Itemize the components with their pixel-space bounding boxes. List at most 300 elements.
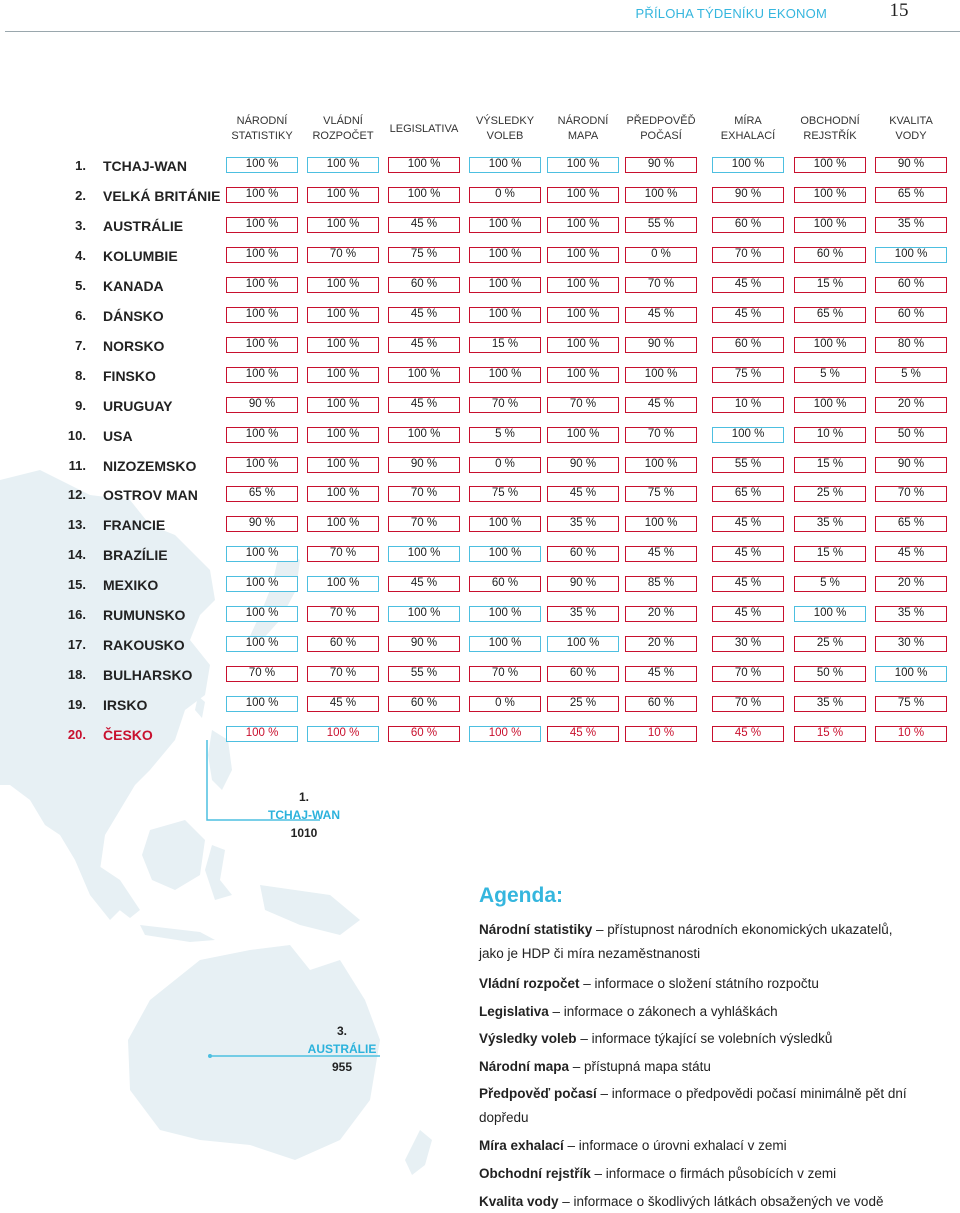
score-cell: 10 % bbox=[712, 397, 784, 413]
score-cell: 45 % bbox=[712, 576, 784, 592]
row-rank: 3. bbox=[75, 218, 86, 233]
map-sulawesi bbox=[205, 845, 232, 900]
score-cell: 70 % bbox=[307, 606, 379, 622]
score-cell: 60 % bbox=[388, 696, 460, 712]
score-cell: 45 % bbox=[712, 307, 784, 323]
score-cell: 15 % bbox=[794, 546, 866, 562]
score-cell: 100 % bbox=[226, 247, 298, 263]
column-header-line: NÁRODNÍ bbox=[557, 115, 609, 127]
score-cell: 100 % bbox=[712, 157, 784, 173]
score-cell: 45 % bbox=[712, 516, 784, 532]
row-country: ČESKO bbox=[103, 727, 153, 743]
table-row bbox=[0, 395, 960, 417]
score-cell: 90 % bbox=[547, 457, 619, 473]
map-java bbox=[140, 925, 215, 942]
row-rank: 7. bbox=[75, 338, 86, 353]
score-cell: 0 % bbox=[469, 187, 541, 203]
row-rank: 18. bbox=[67, 667, 86, 682]
score-cell: 100 % bbox=[794, 157, 866, 173]
table-row bbox=[0, 544, 960, 566]
row-country: FINSKO bbox=[103, 368, 156, 384]
score-cell: 70 % bbox=[469, 397, 541, 413]
score-cell: 60 % bbox=[625, 696, 697, 712]
agenda-item bbox=[479, 1162, 919, 1185]
column-header-line: VODY bbox=[895, 130, 927, 142]
map-label-score: 955 bbox=[331, 1060, 353, 1074]
table-row bbox=[0, 305, 960, 327]
header-title: PŘÍLOHA TÝDENÍKU EKONOM bbox=[635, 6, 827, 21]
score-cell: 100 % bbox=[307, 516, 379, 532]
row-rank: 15. bbox=[67, 577, 86, 592]
map-label-rank: 3. bbox=[336, 1024, 347, 1038]
row-country: USA bbox=[103, 428, 133, 444]
score-cell: 5 % bbox=[794, 576, 866, 592]
column-header bbox=[703, 114, 793, 144]
score-cell: 100 % bbox=[226, 696, 298, 712]
score-cell: 60 % bbox=[712, 217, 784, 233]
score-cell: 100 % bbox=[625, 457, 697, 473]
agenda-description: – informace o firmách působících v zemi bbox=[590, 1166, 837, 1181]
row-rank: 16. bbox=[67, 607, 86, 622]
agenda-term: Obchodní rejstřík bbox=[479, 1166, 591, 1181]
score-cell: 70 % bbox=[625, 427, 697, 443]
score-cell: 50 % bbox=[794, 666, 866, 682]
column-header-line: VLÁDNÍ bbox=[323, 115, 363, 127]
score-cell: 70 % bbox=[712, 666, 784, 682]
score-cell: 100 % bbox=[307, 397, 379, 413]
score-cell: 90 % bbox=[388, 636, 460, 652]
score-cell: 100 % bbox=[469, 606, 541, 622]
table-row bbox=[0, 275, 960, 297]
score-cell: 10 % bbox=[794, 427, 866, 443]
score-cell: 100 % bbox=[469, 307, 541, 323]
column-header-line: MÍRA bbox=[734, 115, 762, 127]
agenda-term: Legislativa bbox=[479, 1004, 549, 1019]
score-cell: 100 % bbox=[226, 457, 298, 473]
score-cell: 100 % bbox=[388, 187, 460, 203]
score-cell: 100 % bbox=[469, 247, 541, 263]
column-header-line: VÝSLEDKY bbox=[475, 115, 535, 127]
score-cell: 45 % bbox=[388, 576, 460, 592]
score-cell: 35 % bbox=[547, 516, 619, 532]
score-cell: 60 % bbox=[388, 726, 460, 742]
score-cell: 10 % bbox=[625, 726, 697, 742]
column-header bbox=[866, 114, 956, 144]
row-rank: 10. bbox=[67, 428, 86, 443]
score-cell: 25 % bbox=[794, 636, 866, 652]
score-cell: 100 % bbox=[469, 726, 541, 742]
row-country: IRSKO bbox=[103, 697, 148, 713]
row-rank: 14. bbox=[67, 547, 86, 562]
map-label-australie bbox=[300, 1022, 384, 1076]
agenda-item bbox=[479, 918, 919, 966]
row-country: MEXIKO bbox=[103, 577, 159, 593]
score-cell: 100 % bbox=[307, 157, 379, 173]
score-cell: 70 % bbox=[712, 247, 784, 263]
score-cell: 5 % bbox=[794, 367, 866, 383]
score-cell: 5 % bbox=[469, 427, 541, 443]
header-divider bbox=[5, 31, 960, 32]
agenda-item bbox=[479, 1000, 919, 1023]
row-country: VELKÁ BRITÁNIE bbox=[103, 188, 221, 204]
score-cell: 90 % bbox=[547, 576, 619, 592]
table-row bbox=[0, 724, 960, 746]
score-cell: 90 % bbox=[625, 337, 697, 353]
score-cell: 100 % bbox=[547, 636, 619, 652]
score-cell: 100 % bbox=[875, 666, 947, 682]
score-cell: 100 % bbox=[875, 247, 947, 263]
row-rank: 9. bbox=[75, 398, 86, 413]
score-cell: 0 % bbox=[469, 457, 541, 473]
row-country: KANADA bbox=[103, 278, 164, 294]
score-cell: 15 % bbox=[794, 726, 866, 742]
score-cell: 45 % bbox=[875, 546, 947, 562]
score-cell: 65 % bbox=[875, 187, 947, 203]
score-cell: 100 % bbox=[547, 277, 619, 293]
agenda-term: Kvalita vody bbox=[479, 1194, 559, 1209]
column-header-line: ROZPOČET bbox=[312, 130, 374, 142]
score-cell: 100 % bbox=[226, 726, 298, 742]
score-cell: 100 % bbox=[469, 157, 541, 173]
score-cell: 15 % bbox=[794, 457, 866, 473]
agenda-term: Předpověď počasí bbox=[479, 1086, 597, 1101]
row-rank: 6. bbox=[75, 308, 86, 323]
column-header-line: NÁRODNÍ bbox=[236, 115, 288, 127]
agenda-term: Výsledky voleb bbox=[479, 1031, 577, 1046]
score-cell: 100 % bbox=[307, 726, 379, 742]
row-country: RAKOUSKO bbox=[103, 637, 185, 653]
score-cell: 100 % bbox=[547, 427, 619, 443]
agenda-description: – přístupnost národních ekonomických ukazatelů, jako je HDP či míra nezaměstnanosti bbox=[479, 922, 893, 961]
score-cell: 60 % bbox=[307, 636, 379, 652]
score-cell: 65 % bbox=[794, 307, 866, 323]
score-cell: 20 % bbox=[875, 576, 947, 592]
table-row bbox=[0, 215, 960, 237]
score-cell: 100 % bbox=[794, 337, 866, 353]
column-header-line: KVALITA bbox=[889, 115, 933, 127]
score-cell: 100 % bbox=[625, 187, 697, 203]
table-row bbox=[0, 664, 960, 686]
table-row bbox=[0, 335, 960, 357]
score-cell: 100 % bbox=[307, 187, 379, 203]
score-cell: 100 % bbox=[547, 157, 619, 173]
map-label-name: AUSTRÁLIE bbox=[307, 1042, 377, 1056]
score-cell: 45 % bbox=[712, 726, 784, 742]
column-header bbox=[785, 114, 875, 144]
score-cell: 90 % bbox=[712, 187, 784, 203]
score-cell: 45 % bbox=[388, 307, 460, 323]
agenda-item bbox=[479, 1055, 919, 1078]
score-cell: 5 % bbox=[875, 367, 947, 383]
score-cell: 100 % bbox=[388, 606, 460, 622]
score-cell: 60 % bbox=[547, 666, 619, 682]
score-cell: 0 % bbox=[469, 696, 541, 712]
agenda-item bbox=[479, 1082, 919, 1130]
score-cell: 45 % bbox=[712, 606, 784, 622]
row-country: BULHARSKO bbox=[103, 667, 193, 683]
column-header bbox=[538, 114, 628, 144]
score-cell: 100 % bbox=[226, 187, 298, 203]
agenda-term: Národní mapa bbox=[479, 1059, 570, 1074]
score-cell: 100 % bbox=[388, 427, 460, 443]
score-cell: 90 % bbox=[226, 397, 298, 413]
score-cell: 100 % bbox=[712, 427, 784, 443]
score-cell: 45 % bbox=[625, 546, 697, 562]
agenda-item bbox=[479, 1134, 919, 1157]
score-cell: 50 % bbox=[875, 427, 947, 443]
score-cell: 20 % bbox=[875, 397, 947, 413]
row-rank: 13. bbox=[67, 517, 86, 532]
score-cell: 100 % bbox=[469, 636, 541, 652]
score-cell: 85 % bbox=[625, 576, 697, 592]
score-cell: 70 % bbox=[625, 277, 697, 293]
score-cell: 10 % bbox=[875, 726, 947, 742]
score-cell: 75 % bbox=[469, 486, 541, 502]
score-cell: 20 % bbox=[625, 636, 697, 652]
score-cell: 35 % bbox=[875, 606, 947, 622]
score-cell: 15 % bbox=[469, 337, 541, 353]
score-cell: 70 % bbox=[712, 696, 784, 712]
table-row bbox=[0, 155, 960, 177]
table-row bbox=[0, 365, 960, 387]
score-cell: 100 % bbox=[226, 307, 298, 323]
table-row bbox=[0, 514, 960, 536]
score-cell: 75 % bbox=[625, 486, 697, 502]
column-header-line: PŘEDPOVĚĎ bbox=[626, 115, 696, 127]
row-country: URUGUAY bbox=[103, 398, 173, 414]
row-rank: 20. bbox=[67, 727, 86, 742]
score-cell: 45 % bbox=[712, 277, 784, 293]
score-cell: 100 % bbox=[794, 217, 866, 233]
score-cell: 100 % bbox=[226, 277, 298, 293]
row-country: AUSTRÁLIE bbox=[103, 218, 184, 234]
table-row bbox=[0, 574, 960, 596]
score-cell: 25 % bbox=[794, 486, 866, 502]
score-cell: 100 % bbox=[469, 367, 541, 383]
column-header bbox=[616, 114, 706, 144]
score-cell: 100 % bbox=[307, 367, 379, 383]
score-cell: 30 % bbox=[875, 636, 947, 652]
table-row bbox=[0, 245, 960, 267]
score-cell: 100 % bbox=[547, 307, 619, 323]
column-header-line: STATISTIKY bbox=[231, 130, 293, 142]
score-cell: 90 % bbox=[388, 457, 460, 473]
column-header-line: MAPA bbox=[567, 130, 599, 142]
map-new-guinea bbox=[260, 885, 360, 935]
score-cell: 65 % bbox=[226, 486, 298, 502]
score-cell: 90 % bbox=[625, 157, 697, 173]
score-cell: 100 % bbox=[469, 516, 541, 532]
map-label-rank: 1. bbox=[298, 790, 309, 804]
score-cell: 100 % bbox=[226, 606, 298, 622]
agenda-description: – přístupná mapa státu bbox=[569, 1059, 711, 1074]
column-header bbox=[460, 114, 550, 144]
score-cell: 65 % bbox=[712, 486, 784, 502]
agenda-description: – informace týkající se volebních výsledků bbox=[576, 1031, 833, 1046]
score-cell: 100 % bbox=[307, 427, 379, 443]
table-row bbox=[0, 455, 960, 477]
table-row bbox=[0, 604, 960, 626]
score-cell: 100 % bbox=[625, 516, 697, 532]
column-header bbox=[379, 122, 469, 137]
table-row bbox=[0, 634, 960, 656]
score-cell: 100 % bbox=[226, 576, 298, 592]
score-cell: 100 % bbox=[794, 187, 866, 203]
agenda-description: – informace o složení státního rozpočtu bbox=[579, 976, 819, 991]
score-cell: 70 % bbox=[388, 516, 460, 532]
column-header-line: EXHALACÍ bbox=[720, 130, 776, 142]
score-cell: 45 % bbox=[307, 696, 379, 712]
score-cell: 15 % bbox=[794, 277, 866, 293]
score-cell: 0 % bbox=[625, 247, 697, 263]
score-cell: 45 % bbox=[547, 486, 619, 502]
score-cell: 45 % bbox=[388, 397, 460, 413]
score-cell: 35 % bbox=[794, 696, 866, 712]
score-cell: 55 % bbox=[712, 457, 784, 473]
table-row bbox=[0, 694, 960, 716]
score-cell: 100 % bbox=[547, 337, 619, 353]
score-cell: 100 % bbox=[226, 427, 298, 443]
row-country: RUMUNSKO bbox=[103, 607, 186, 623]
score-cell: 100 % bbox=[469, 217, 541, 233]
score-cell: 100 % bbox=[226, 546, 298, 562]
map-label-tchaj-wan bbox=[262, 788, 346, 842]
column-header-line: REJSTŘÍK bbox=[803, 130, 857, 142]
map-label-name: TCHAJ-WAN bbox=[268, 808, 340, 822]
score-cell: 100 % bbox=[547, 247, 619, 263]
agenda-item bbox=[479, 1027, 919, 1050]
score-cell: 70 % bbox=[307, 546, 379, 562]
score-cell: 20 % bbox=[625, 606, 697, 622]
score-cell: 100 % bbox=[469, 546, 541, 562]
column-header bbox=[298, 114, 388, 144]
score-cell: 60 % bbox=[875, 307, 947, 323]
agenda-title: Agenda: bbox=[479, 884, 563, 907]
score-cell: 75 % bbox=[875, 696, 947, 712]
agenda-item bbox=[479, 1190, 919, 1213]
score-cell: 100 % bbox=[226, 636, 298, 652]
score-cell: 100 % bbox=[388, 546, 460, 562]
score-cell: 100 % bbox=[547, 367, 619, 383]
score-cell: 90 % bbox=[875, 457, 947, 473]
score-cell: 75 % bbox=[712, 367, 784, 383]
column-header bbox=[217, 114, 307, 144]
score-cell: 90 % bbox=[226, 516, 298, 532]
score-cell: 45 % bbox=[547, 726, 619, 742]
score-cell: 100 % bbox=[226, 157, 298, 173]
agenda-term: Národní statistiky bbox=[479, 922, 593, 937]
score-cell: 100 % bbox=[226, 217, 298, 233]
score-cell: 45 % bbox=[625, 666, 697, 682]
score-cell: 25 % bbox=[547, 696, 619, 712]
score-cell: 100 % bbox=[307, 486, 379, 502]
agenda-description: – informace o škodlivých látkách obsažených ve vodě bbox=[558, 1194, 884, 1209]
score-cell: 70 % bbox=[875, 486, 947, 502]
table-row bbox=[0, 425, 960, 447]
score-cell: 60 % bbox=[388, 277, 460, 293]
score-cell: 55 % bbox=[388, 666, 460, 682]
score-cell: 100 % bbox=[625, 367, 697, 383]
map-new-zealand bbox=[405, 1130, 432, 1175]
agenda-description: – informace o úrovni exhalací v zemi bbox=[563, 1138, 787, 1153]
column-header-line: LEGISLATIVA bbox=[389, 123, 459, 135]
row-country: BRAZÍLIE bbox=[103, 547, 168, 563]
map-label-score: 1010 bbox=[290, 826, 318, 840]
agenda-item bbox=[479, 972, 919, 995]
table-row bbox=[0, 484, 960, 506]
score-cell: 70 % bbox=[469, 666, 541, 682]
agenda-description: – informace o zákonech a vyhláškách bbox=[548, 1004, 778, 1019]
row-country: NORSKO bbox=[103, 338, 165, 354]
score-cell: 45 % bbox=[625, 307, 697, 323]
score-cell: 100 % bbox=[307, 576, 379, 592]
score-cell: 100 % bbox=[307, 277, 379, 293]
column-header-line: POČASÍ bbox=[640, 130, 682, 142]
score-cell: 35 % bbox=[875, 217, 947, 233]
score-cell: 70 % bbox=[226, 666, 298, 682]
score-cell: 100 % bbox=[226, 337, 298, 353]
table-row bbox=[0, 185, 960, 207]
row-rank: 19. bbox=[67, 697, 86, 712]
score-cell: 60 % bbox=[794, 247, 866, 263]
score-cell: 45 % bbox=[388, 217, 460, 233]
score-cell: 100 % bbox=[307, 457, 379, 473]
agenda-term: Míra exhalací bbox=[479, 1138, 564, 1153]
score-cell: 80 % bbox=[875, 337, 947, 353]
score-cell: 45 % bbox=[712, 546, 784, 562]
row-rank: 5. bbox=[75, 278, 86, 293]
score-cell: 100 % bbox=[307, 337, 379, 353]
row-rank: 4. bbox=[75, 248, 86, 263]
score-cell: 70 % bbox=[388, 486, 460, 502]
row-country: DÁNSKO bbox=[103, 308, 164, 324]
score-cell: 90 % bbox=[875, 157, 947, 173]
score-cell: 75 % bbox=[388, 247, 460, 263]
agenda-term: Vládní rozpočet bbox=[479, 976, 580, 991]
score-cell: 60 % bbox=[547, 546, 619, 562]
column-header-line: OBCHODNÍ bbox=[800, 115, 860, 127]
column-header-line: VOLEB bbox=[486, 130, 524, 142]
score-cell: 55 % bbox=[625, 217, 697, 233]
map-borneo bbox=[142, 820, 205, 890]
australia-marker bbox=[208, 1054, 212, 1058]
page-number: 15 bbox=[889, 0, 909, 21]
score-cell: 100 % bbox=[307, 217, 379, 233]
score-cell: 100 % bbox=[388, 157, 460, 173]
score-cell: 70 % bbox=[307, 247, 379, 263]
row-country: TCHAJ-WAN bbox=[103, 158, 187, 174]
score-cell: 35 % bbox=[794, 516, 866, 532]
score-cell: 100 % bbox=[794, 606, 866, 622]
row-rank: 11. bbox=[68, 458, 86, 473]
score-cell: 100 % bbox=[307, 307, 379, 323]
score-cell: 100 % bbox=[469, 277, 541, 293]
score-cell: 35 % bbox=[547, 606, 619, 622]
agenda-description: – informace o předpovědi počasí minimálně pět dní dopředu bbox=[479, 1086, 907, 1125]
row-country: NIZOZEMSKO bbox=[103, 458, 197, 474]
score-cell: 100 % bbox=[794, 397, 866, 413]
row-country: OSTROV MAN bbox=[103, 487, 198, 503]
score-cell: 100 % bbox=[547, 187, 619, 203]
score-cell: 60 % bbox=[712, 337, 784, 353]
score-cell: 100 % bbox=[388, 367, 460, 383]
row-country: KOLUMBIE bbox=[103, 248, 178, 264]
score-cell: 60 % bbox=[875, 277, 947, 293]
score-cell: 60 % bbox=[469, 576, 541, 592]
row-rank: 8. bbox=[75, 368, 86, 383]
score-cell: 45 % bbox=[625, 397, 697, 413]
row-country: FRANCIE bbox=[103, 517, 166, 533]
